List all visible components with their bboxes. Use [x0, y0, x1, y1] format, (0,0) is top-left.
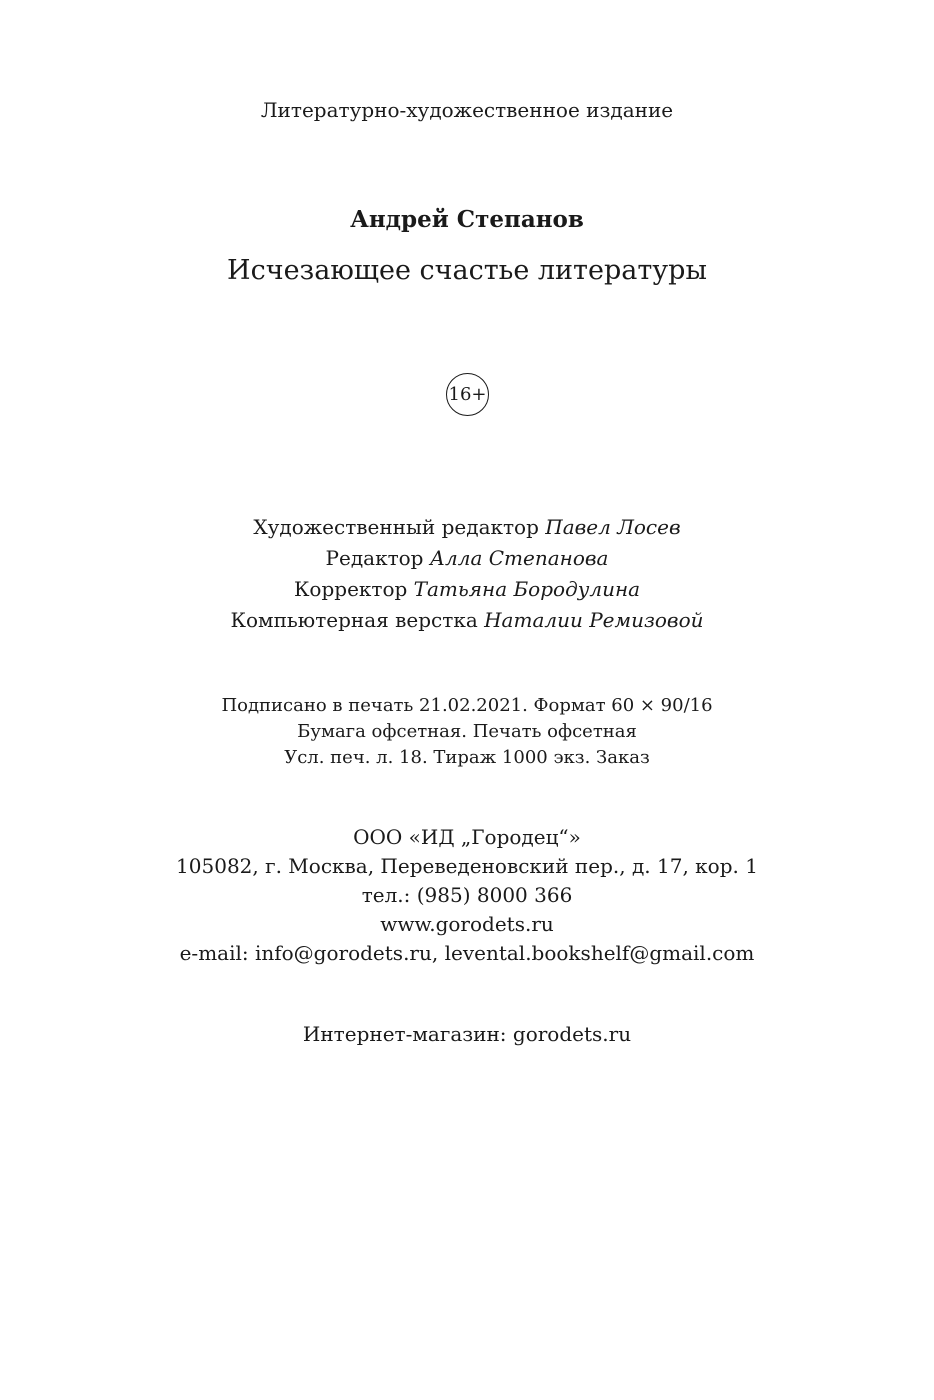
author-name: Андрей Степанов	[350, 206, 584, 233]
credit-role: Корректор	[293, 577, 408, 601]
credit-proofreader	[0, 574, 934, 605]
publisher-email: e-mail: info@gorodets.ru, levental.bookshelf@gmail.com	[179, 941, 755, 965]
book-title: Исчезающее счастье литературы	[227, 255, 707, 286]
credit-art-editor	[0, 512, 934, 543]
credit-role: Компьютерная верстка	[230, 608, 478, 632]
credit-role: Редактор	[325, 546, 424, 570]
credit-person: Татьяна Бородулина	[413, 577, 641, 601]
print-signed-format: Подписано в печать 21.02.2021. Формат 60 × 90/16	[221, 695, 713, 716]
print-run: Усл. печ. л. 18. Тираж 1000 экз. Заказ	[284, 747, 650, 768]
publisher-address: 105082, г. Москва, Переведеновский пер., д. 17, кор. 1	[176, 854, 758, 878]
credit-role: Художественный редактор	[253, 515, 539, 539]
publisher-website: www.gorodets.ru	[380, 912, 554, 936]
online-shop: Интернет-магазин: gorodets.ru	[302, 1022, 632, 1046]
credit-person: Наталии Ремизовой	[484, 608, 704, 632]
credit-layout	[0, 605, 934, 636]
credits-block	[0, 512, 934, 636]
credit-editor	[0, 543, 934, 574]
age-rating-text: 16+	[448, 383, 487, 405]
credit-person: Алла Степанова	[429, 546, 609, 570]
print-info-block	[0, 693, 934, 771]
series-label: Литературно-художественное издание	[260, 98, 674, 122]
publisher-phone: тел.: (985) 8000 366	[361, 883, 573, 907]
publisher-name: ООО «ИД „Городец“»	[353, 825, 581, 849]
publisher-block	[0, 823, 934, 968]
age-rating-badge	[446, 373, 489, 416]
print-paper: Бумага офсетная. Печать офсетная	[297, 721, 637, 742]
credit-person: Павел Лосев	[545, 515, 681, 539]
